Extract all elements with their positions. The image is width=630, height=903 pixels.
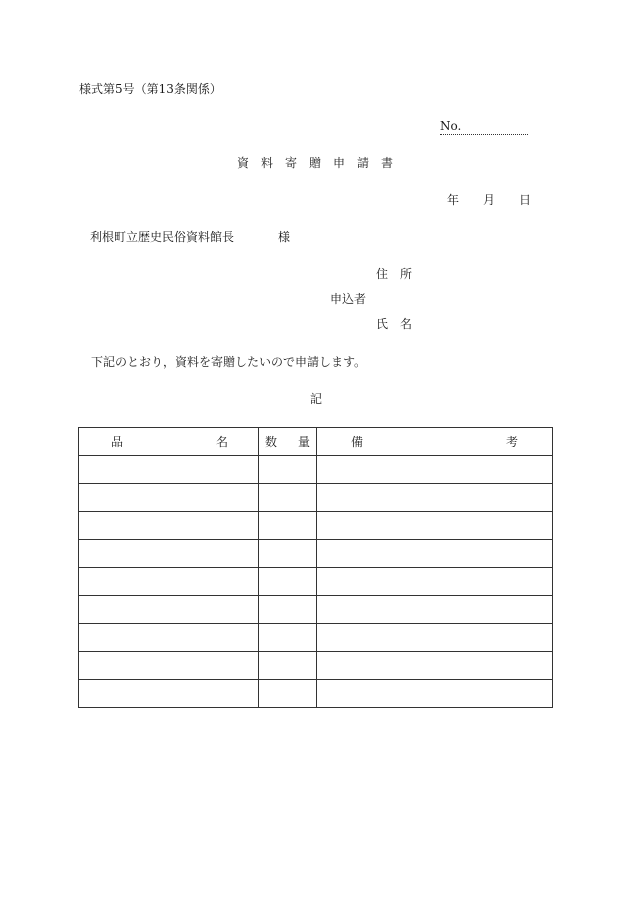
- remarks-cell[interactable]: [317, 484, 553, 512]
- remarks-cell[interactable]: [317, 540, 553, 568]
- remarks-cell[interactable]: [317, 568, 553, 596]
- table-row: [79, 456, 553, 484]
- quantity-cell[interactable]: [259, 456, 317, 484]
- header-item-1: 品: [111, 435, 124, 449]
- table-row: [79, 596, 553, 624]
- item-cell[interactable]: [79, 596, 259, 624]
- quantity-cell[interactable]: [259, 512, 317, 540]
- header-quantity-1: 数: [265, 435, 278, 449]
- remarks-cell[interactable]: [317, 596, 553, 624]
- header-quantity-2: 量: [297, 435, 310, 449]
- table-header-row: [79, 428, 553, 456]
- date-line: [447, 193, 531, 207]
- remarks-cell[interactable]: [317, 512, 553, 540]
- header-item: [79, 428, 259, 456]
- table-row: [79, 624, 553, 652]
- form-number: 様式第5号（第13条関係）: [79, 82, 222, 96]
- address-label: 住 所: [376, 267, 413, 281]
- remarks-cell[interactable]: [317, 456, 553, 484]
- header-item-2: 名: [215, 435, 228, 449]
- remarks-cell[interactable]: [317, 680, 553, 708]
- quantity-cell[interactable]: [259, 596, 317, 624]
- honorific: 様: [278, 230, 291, 244]
- addressee: 利根町立歴史民俗資料館長: [90, 230, 235, 244]
- date-year: 年: [447, 193, 460, 207]
- item-cell[interactable]: [79, 680, 259, 708]
- item-cell[interactable]: [79, 624, 259, 652]
- document-title: 資料寄贈申請書: [237, 156, 406, 170]
- quantity-cell[interactable]: [259, 568, 317, 596]
- date-month: 月: [483, 193, 496, 207]
- header-remarks: [317, 428, 553, 456]
- ki-heading: 記: [310, 392, 323, 406]
- table-row: [79, 652, 553, 680]
- item-cell[interactable]: [79, 456, 259, 484]
- table-row: [79, 512, 553, 540]
- body-text: 下記のとおり，資料を寄贈したいので申請します。: [91, 355, 367, 369]
- remarks-cell[interactable]: [317, 624, 553, 652]
- items-table: [78, 427, 553, 708]
- quantity-cell[interactable]: [259, 624, 317, 652]
- no-label: No.: [440, 119, 462, 133]
- table-row: [79, 484, 553, 512]
- quantity-cell[interactable]: [259, 540, 317, 568]
- name-label: 氏 名: [376, 317, 413, 331]
- item-cell[interactable]: [79, 568, 259, 596]
- date-day: 日: [519, 193, 532, 207]
- item-cell[interactable]: [79, 484, 259, 512]
- quantity-cell[interactable]: [259, 484, 317, 512]
- number-field[interactable]: [440, 119, 528, 135]
- quantity-cell[interactable]: [259, 680, 317, 708]
- item-cell[interactable]: [79, 512, 259, 540]
- header-remarks-2: 考: [505, 435, 518, 449]
- table-row: [79, 540, 553, 568]
- remarks-cell[interactable]: [317, 652, 553, 680]
- header-remarks-1: 備: [351, 435, 364, 449]
- item-cell[interactable]: [79, 540, 259, 568]
- header-quantity: [259, 428, 317, 456]
- table-row: [79, 680, 553, 708]
- item-cell[interactable]: [79, 652, 259, 680]
- quantity-cell[interactable]: [259, 652, 317, 680]
- applicant-label: 申込者: [330, 292, 367, 306]
- table-row: [79, 568, 553, 596]
